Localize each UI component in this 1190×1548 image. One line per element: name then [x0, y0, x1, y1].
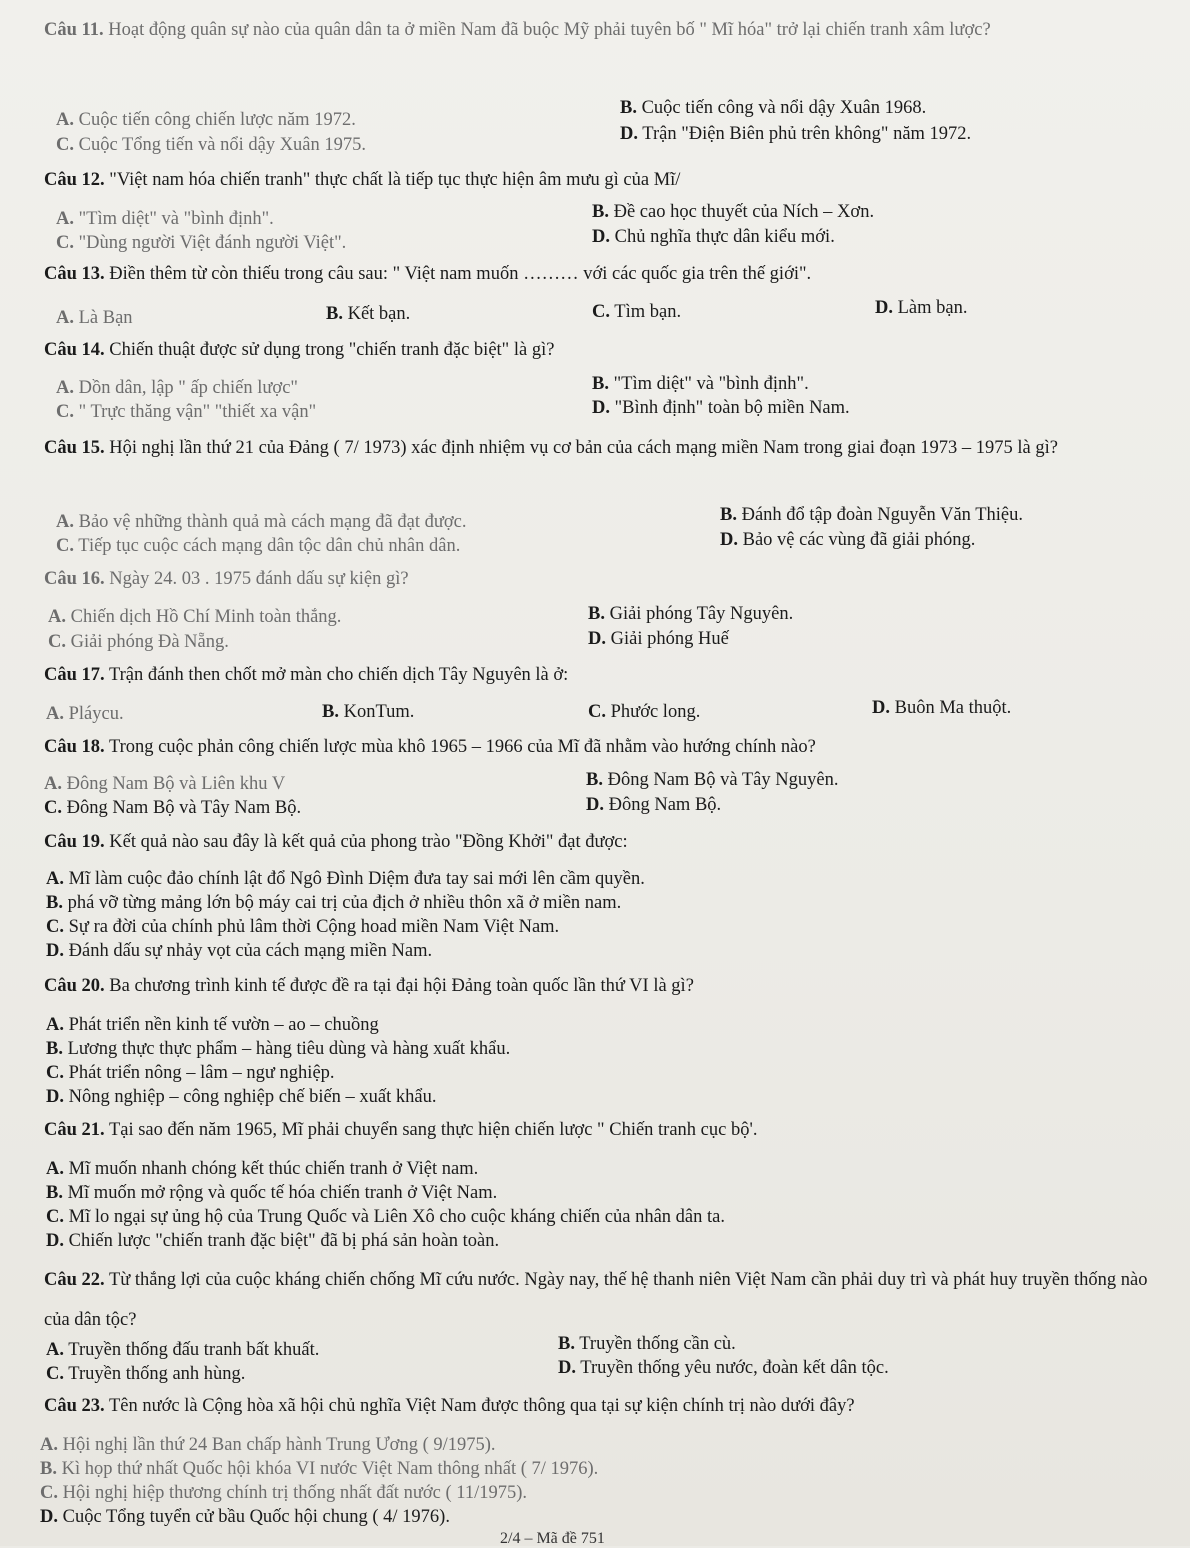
q21-option-a: A. Mĩ muốn nhanh chóng kết thúc chiến tranh ở Việt nam.	[46, 1159, 479, 1179]
question-12: Câu 12. "Việt nam hóa chiến tranh" thực chất là tiếp tục thực hiện âm mưu gì của Mĩ/	[44, 170, 681, 190]
q12-option-a: A. "Tìm diệt" và "bình định".	[56, 209, 274, 229]
q20-option-c: C. Phát triển nông – lâm – ngư nghiệp.	[46, 1063, 335, 1083]
q23-option-b: B. Kì họp thứ nhất Quốc hội khóa VI nước Việt Nam thông nhất ( 7/ 1976).	[40, 1459, 599, 1479]
q16-option-c: C. Giải phóng Đà Nẵng.	[48, 632, 229, 652]
q22-option-a: A. Truyền thống đấu tranh bất khuất.	[46, 1340, 320, 1360]
question-13: Câu 13. Điền thêm từ còn thiếu trong câu sau: " Việt nam muốn ……… với các quốc gia trên thế giới".	[44, 264, 812, 284]
q13-option-a: A. Là Bạn	[56, 308, 133, 328]
q13-option-c: C. Tìm bạn.	[592, 302, 682, 322]
page-footer: 2/4 – Mã đề 751	[500, 1530, 605, 1547]
question-19: Câu 19. Kết quả nào sau đây là kết quả của phong trào "Đồng Khởi" đạt được:	[44, 832, 628, 852]
q13-option-b: B. Kết bạn.	[326, 304, 411, 324]
q19-option-a: A. Mĩ làm cuộc đảo chính lật đổ Ngô Đình Diệm đưa tay sai mới lên cầm quyền.	[46, 869, 645, 889]
q23-option-a: A. Hội nghị lần thứ 24 Ban chấp hành Trung Ương ( 9/1975).	[40, 1435, 496, 1455]
q12-option-b: B. Đề cao học thuyết của Ních – Xơn.	[592, 202, 875, 222]
q20-option-b: B. Lương thực thực phẩm – hàng tiêu dùng và hàng xuất khẩu.	[46, 1039, 511, 1059]
q14-option-a: A. Dồn dân, lập " ấp chiến lược"	[56, 378, 298, 398]
question-18: Câu 18. Trong cuộc phản công chiến lược mùa khô 1965 – 1966 của Mĩ đã nhằm vào hướng chính nào?	[44, 737, 816, 757]
q18-option-b: B. Đông Nam Bộ và Tây Nguyên.	[586, 770, 839, 790]
q18-option-a: A. Đông Nam Bộ và Liên khu V	[44, 774, 286, 794]
q12-option-d: D. Chủ nghĩa thực dân kiểu mới.	[592, 227, 835, 247]
question-15: Câu 15. Hội nghị lần thứ 21 của Đảng ( 7/ 1973) xác định nhiệm vụ cơ bản của cách mạng miền Nam trong giai đoạn 1973 – 1975 là gì?	[44, 438, 1058, 458]
q20-option-d: D. Nông nghiệp – công nghiệp chế biến – xuất khẩu.	[46, 1087, 437, 1107]
q11-option-c: C. Cuộc Tổng tiến và nổi dậy Xuân 1975.	[56, 135, 367, 155]
q17-option-d: D. Buôn Ma thuột.	[872, 698, 1012, 718]
question-11: Câu 11. Hoạt động quân sự nào của quân dân ta ở miền Nam đã buộc Mỹ phải tuyên bố " Mĩ hóa" trở lại chiến tranh xâm lược?	[44, 20, 991, 40]
q22-option-d: D. Truyền thống yêu nước, đoàn kết dân tộc.	[558, 1358, 889, 1378]
q17-option-c: C. Phước long.	[588, 702, 701, 722]
q15-option-b: B. Đánh đổ tập đoàn Nguyễn Văn Thiệu.	[720, 505, 1023, 525]
q22-option-b: B. Truyền thống cần cù.	[558, 1334, 736, 1354]
question-16: Câu 16. Ngày 24. 03 . 1975 đánh dấu sự kiện gì?	[44, 569, 409, 589]
q17-option-b: B. KonTum.	[322, 702, 415, 722]
q11-option-d: D. Trận "Điện Biên phủ trên không" năm 1972.	[620, 124, 972, 144]
q21-option-b: B. Mĩ muốn mở rộng và quốc tế hóa chiến tranh ở Việt Nam.	[46, 1183, 498, 1203]
question-14: Câu 14. Chiến thuật được sử dụng trong "chiến tranh đặc biệt" là gì?	[44, 340, 555, 360]
question-20: Câu 20. Ba chương trình kinh tế được đề ra tại đại hội Đảng toàn quốc lần thứ VI là gì?	[44, 976, 694, 996]
q11-option-a: A. Cuộc tiến công chiến lược năm 1972.	[56, 110, 356, 130]
question-23: Câu 23. Tên nước là Cộng hòa xã hội chủ nghĩa Việt Nam được thông qua tại sự kiện chính trị nào dưới đây?	[44, 1396, 855, 1416]
q19-option-b: B. phá vỡ từng mảng lớn bộ máy cai trị của địch ở nhiều thôn xã ở miền nam.	[46, 893, 622, 913]
q22-option-c: C. Truyền thống anh hùng.	[46, 1364, 246, 1384]
q12-option-c: C. "Dùng người Việt đánh người Việt".	[56, 233, 347, 253]
q21-option-c: C. Mĩ lo ngại sự ủng hộ của Trung Quốc và Liên Xô cho cuộc kháng chiến của nhân dân ta.	[46, 1207, 725, 1227]
q17-option-a: A. Pláycu.	[46, 704, 124, 724]
q15-option-a: A. Bảo vệ những thành quả mà cách mạng đã đạt được.	[56, 512, 467, 532]
q15-option-d: D. Bảo vệ các vùng đã giải phóng.	[720, 530, 976, 550]
q16-option-d: D. Giải phóng Huế	[588, 629, 729, 649]
question-22: Câu 22. Từ thắng lợi của cuộc kháng chiến chống Mĩ cứu nước. Ngày nay, thế hệ thanh niên Việt Nam cần phải duy trì và phát huy truyền thống nào của dân tộc?	[44, 1270, 1148, 1330]
q23-option-d: D. Cuộc Tổng tuyển cử bầu Quốc hội chung ( 4/ 1976).	[40, 1507, 450, 1527]
q20-option-a: A. Phát triển nền kinh tế vườn – ao – chuồng	[46, 1015, 379, 1035]
q11-option-b: B. Cuộc tiến công và nổi dậy Xuân 1968.	[620, 98, 927, 118]
q19-option-c: C. Sự ra đời của chính phủ lâm thời Cộng hoad miền Nam Việt Nam.	[46, 917, 560, 937]
q23-option-c: C. Hội nghị hiệp thương chính trị thống nhất đất nước ( 11/1975).	[40, 1483, 527, 1503]
q21-option-d: D. Chiến lược "chiến tranh đặc biệt" đã bị phá sản hoàn toàn.	[46, 1231, 500, 1251]
q14-option-b: B. "Tìm diệt" và "bình định".	[592, 374, 809, 394]
q19-option-d: D. Đánh dấu sự nhảy vọt của cách mạng miền Nam.	[46, 941, 433, 961]
q14-option-d: D. "Bình định" toàn bộ miền Nam.	[592, 398, 850, 418]
q16-option-a: A. Chiến dịch Hồ Chí Minh toàn thắng.	[48, 607, 342, 627]
question-17: Câu 17. Trận đánh then chốt mở màn cho chiến dịch Tây Nguyên là ở:	[44, 665, 569, 685]
question-21: Câu 21. Tại sao đến năm 1965, Mĩ phải chuyển sang thực hiện chiến lược " Chiến tranh cục bộ'.	[44, 1120, 758, 1140]
q18-option-d: D. Đông Nam Bộ.	[586, 795, 722, 815]
q13-option-d: D. Làm bạn.	[875, 298, 968, 318]
q16-option-b: B. Giải phóng Tây Nguyên.	[588, 604, 794, 624]
q15-option-c: C. Tiếp tục cuộc cách mạng dân tộc dân chủ nhân dân.	[56, 536, 461, 556]
q14-option-c: C. " Trực thăng vận" "thiết xa vận"	[56, 402, 317, 422]
q18-option-c: C. Đông Nam Bộ và Tây Nam Bộ.	[44, 798, 302, 818]
